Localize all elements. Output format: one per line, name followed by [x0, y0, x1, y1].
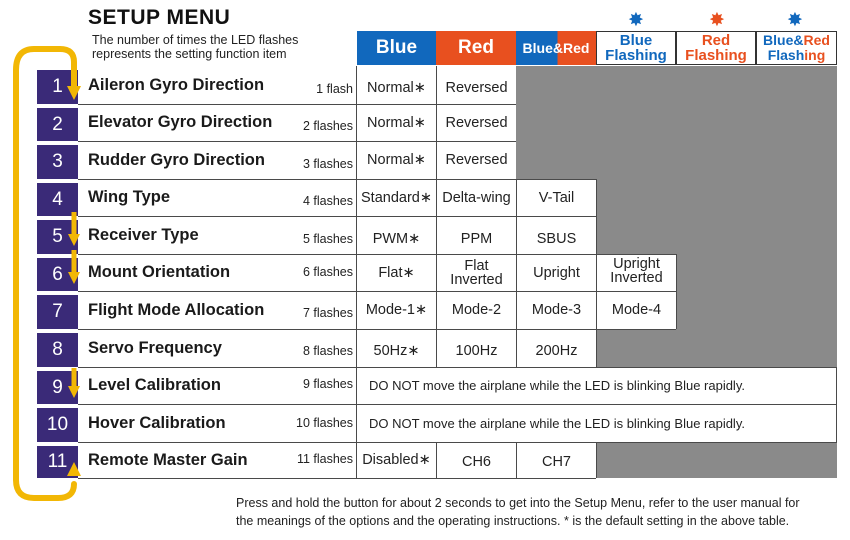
row-name: Hover Calibration: [88, 413, 226, 432]
row-number: 9: [37, 371, 78, 404]
cell-red: [437, 254, 516, 291]
cell-blue-red: 200Hz: [535, 343, 578, 359]
cell-blue: Normal∗: [367, 114, 426, 131]
row-name: Aileron Gyro Direction: [88, 75, 265, 94]
row-number: 2: [37, 108, 78, 141]
cell-blue-flashing: Mode-4: [611, 302, 662, 318]
header-blue-red-part2: Red: [563, 40, 590, 56]
cell-blue: Standard∗: [361, 189, 432, 206]
row-number: 11: [37, 446, 78, 478]
row-number: 6: [37, 258, 78, 291]
blue-star-icon: ✸: [628, 10, 644, 31]
flash-count: 4 flashes: [302, 193, 353, 208]
header-red-flashing-line2: Flashing: [685, 47, 747, 64]
cell-blue-red: CH7: [541, 454, 571, 470]
cell-red-line2: Inverted: [450, 271, 503, 288]
subtitle: The number of times the LED flashes represents the setting function item: [92, 33, 299, 61]
flash-count: 3 flashes: [302, 157, 353, 171]
cell-blue-flashing-line1: Upright: [613, 255, 660, 272]
flash-count: 9 flashes: [302, 376, 353, 391]
hbf-2b: ing: [804, 47, 826, 63]
hbf-1a: Blue: [763, 32, 794, 48]
row-name: Level Calibration: [88, 376, 221, 394]
flash-count: 1 flash: [316, 82, 353, 96]
row-number: 1: [37, 70, 78, 104]
row-number: 7: [37, 295, 78, 329]
flash-count: 11 flashes: [296, 452, 353, 466]
footer-instructions: [236, 494, 841, 530]
row-name: Elevator Gyro Direction: [88, 113, 273, 131]
cell-red: Mode-2: [451, 302, 502, 318]
row-number: 3: [37, 145, 78, 179]
cell-red: Reversed: [445, 152, 508, 168]
outer-loop-arrow: [16, 49, 74, 498]
row-name: Remote Master Gain: [88, 450, 248, 469]
header-red-flashing-line1: Red: [701, 32, 731, 49]
header-blue: Blue: [357, 31, 436, 65]
row-number: 5: [37, 220, 78, 254]
row-name: Receiver Type: [88, 225, 199, 244]
cell-blue-red: V-Tail: [538, 189, 575, 206]
warning-note: DO NOT move the airplane while the LED is blinking Blue rapidly.: [369, 415, 745, 431]
warning-note: DO NOT move the airplane while the LED is blinking Blue rapidly.: [369, 378, 745, 393]
row-number: 10: [37, 408, 78, 442]
cell-red-line1: Flat: [464, 257, 489, 274]
cell-red: Reversed: [445, 80, 508, 96]
cell-blue-flashing-line2: Inverted: [610, 269, 663, 286]
hbf-2a: Flash: [767, 47, 805, 63]
cell-red: Delta-wing: [442, 189, 511, 206]
row-number: 4: [37, 183, 78, 216]
flash-count: 8 flashes: [302, 344, 353, 358]
cell-red: 100Hz: [455, 343, 498, 359]
cell-blue: PWM∗: [372, 231, 421, 247]
row-name: Rudder Gyro Direction: [88, 150, 265, 169]
cell-blue-red: SBUS: [536, 231, 577, 247]
flash-count: 5 flashes: [302, 232, 353, 246]
row-name: Wing Type: [88, 188, 171, 206]
header-blue-flashing-line2: Flashing: [605, 47, 667, 64]
cell-blue-red: Upright: [533, 264, 580, 281]
flash-count: 10 flashes: [296, 416, 353, 430]
row-name: Servo Frequency: [88, 338, 222, 357]
row-name: Flight Mode Allocation: [88, 300, 265, 319]
flash-count: 6 flashes: [302, 264, 353, 279]
page-title: SETUP MENU: [88, 6, 231, 29]
cell-blue-red: Mode-3: [531, 302, 582, 318]
header-blue-red-part1: Blue: [522, 40, 553, 56]
row-name: Mount Orientation: [88, 263, 231, 281]
cell-blue: Disabled∗: [362, 452, 431, 468]
footer-line2: the meanings of the options and the operating instructions. * is the default setting in the above table.: [236, 514, 790, 528]
cell-blue: Flat∗: [378, 264, 415, 281]
row-number: 8: [37, 333, 78, 367]
hbf-1b: Red: [803, 32, 830, 48]
cell-red: Reversed: [445, 114, 508, 131]
flash-count: 2 flashes: [302, 118, 353, 133]
cell-blue: Normal∗: [367, 152, 426, 168]
cell-blue-flashing: [597, 252, 676, 289]
cell-blue: 50Hz∗: [373, 343, 420, 359]
header-blue-red-amp: &: [552, 40, 563, 56]
footer-line1: Press and hold the button for about 2 seconds to get into the Setup Menu, refer to the user manual for: [236, 496, 800, 510]
hbf-amp: &: [793, 32, 804, 48]
cell-blue: Normal∗: [367, 80, 426, 96]
header-red: Red: [436, 31, 516, 65]
cell-red: CH6: [461, 454, 491, 470]
cell-red: PPM: [460, 231, 493, 247]
cell-blue: Mode-1∗: [365, 302, 428, 318]
flash-count: 7 flashes: [302, 306, 353, 320]
blue-red-star-icon: ✸: [787, 10, 803, 31]
red-star-icon: ✸: [709, 10, 725, 31]
header-blue-flashing-line1: Blue: [619, 32, 653, 49]
